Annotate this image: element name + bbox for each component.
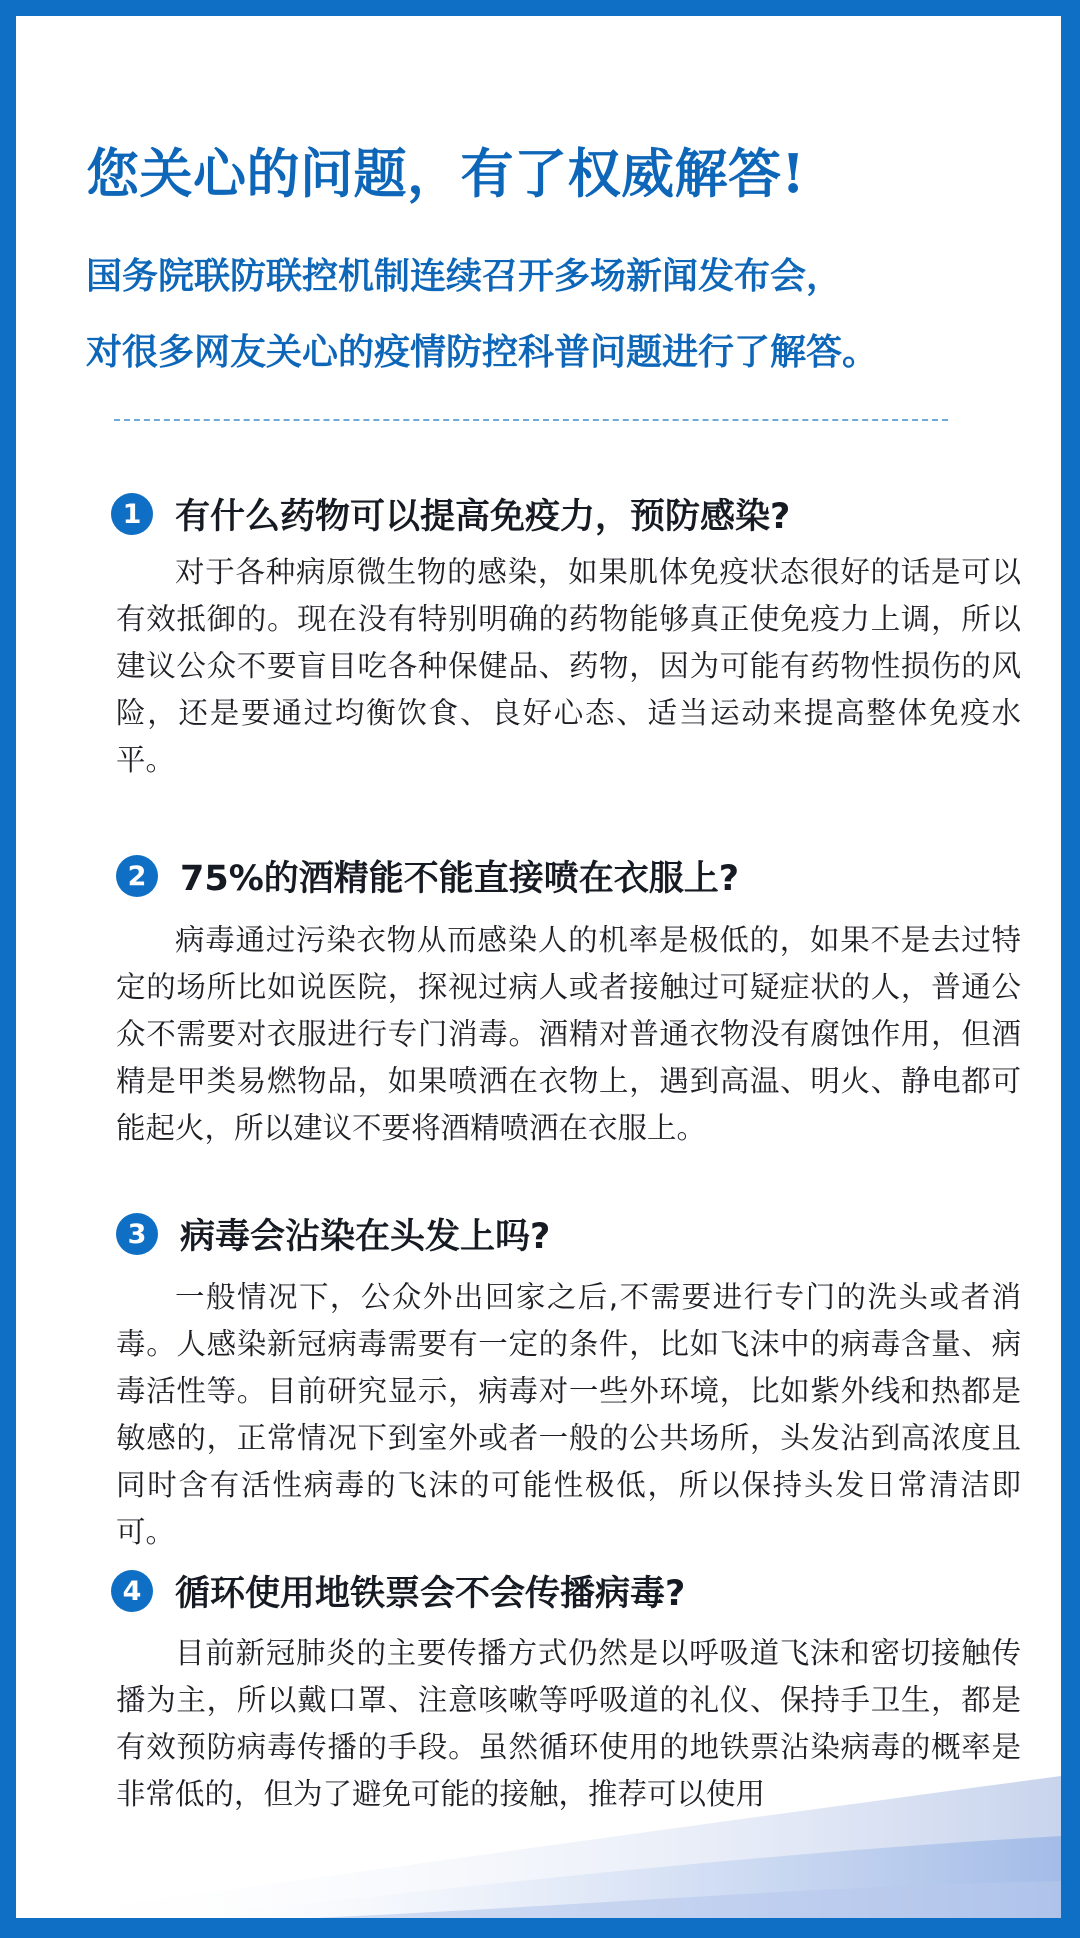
question-3-heading — [116, 1209, 550, 1259]
dashed-divider — [114, 419, 948, 421]
question-1-heading — [111, 489, 790, 539]
question-4-heading — [111, 1566, 685, 1616]
question-1-title: 有什么药物可以提高免疫力，预防感染? — [175, 497, 791, 537]
question-4-number-badge: 4 — [111, 1570, 153, 1612]
question-3-number-badge: 3 — [116, 1213, 158, 1255]
subtitle-line-2: 对很多网友关心的疫情防控科普问题进行了解答。 — [86, 331, 879, 373]
question-2-title: 75%的酒精能不能直接喷在衣服上? — [180, 859, 740, 899]
question-4-title: 循环使用地铁票会不会传播病毒? — [175, 1574, 686, 1614]
decorative-wave — [16, 1716, 1061, 1918]
question-1-answer: 对于各种病原微生物的感染，如果肌体免疫状态很好的话是可以有效抵御的。现在没有特别明确的药物能够真正使免疫力上调，所以建议公众不要盲目吃各种保健品、药物，因为可能有药物性损伤的风险，还是要通过均衡饮食、良好心态、适当运动来提高整体免疫水平。 — [116, 555, 1021, 777]
question-1-number-badge: 1 — [111, 493, 153, 535]
question-2-number-badge: 2 — [116, 855, 158, 897]
question-4-answer: 目前新冠肺炎的主要传播方式仍然是以呼吸道飞沫和密切接触传播为主，所以戴口罩、注意咳嗽等呼吸道的礼仪、保持手卫生，都是有效预防病毒传播的手段。虽然循环使用的地铁票沾染病毒的概率是非常低的，但为了避免可能的接触，推荐可以使用 — [116, 1636, 1021, 1811]
page-title: 您关心的问题，有了权威解答! — [86, 143, 806, 205]
poster-frame — [16, 16, 1061, 1918]
subtitle-line-1: 国务院联防联控机制连续召开多场新闻发布会， — [86, 255, 843, 297]
question-3-title: 病毒会沾染在头发上吗? — [180, 1217, 551, 1257]
question-3-answer: 一般情况下，公众外出回家之后,不需要进行专门的洗头或者消毒。人感染新冠病毒需要有一定的条件，比如飞沫中的病毒含量、病毒活性等。目前研究显示，病毒对一些外环境，比如紫外线和热都是敏感的，正常情况下到室外或者一般的公共场所，头发沾到高浓度且同时含有活性病毒的飞沫的可能性极低，所以保持头发日常清洁即可。 — [116, 1280, 1021, 1549]
page-subtitle — [86, 238, 878, 390]
question-2-answer: 病毒通过污染衣物从而感染人的机率是极低的，如果不是去过特定的场所比如说医院，探视过病人或者接触过可疑症状的人，普通公众不需要对衣服进行专门消毒。酒精对普通衣物没有腐蚀作用，但酒精是甲类易燃物品，如果喷洒在衣物上，遇到高温、明火、静电都可能起火，所以建议不要将酒精喷洒在衣服上。 — [116, 923, 1021, 1145]
question-2-heading — [116, 851, 739, 901]
